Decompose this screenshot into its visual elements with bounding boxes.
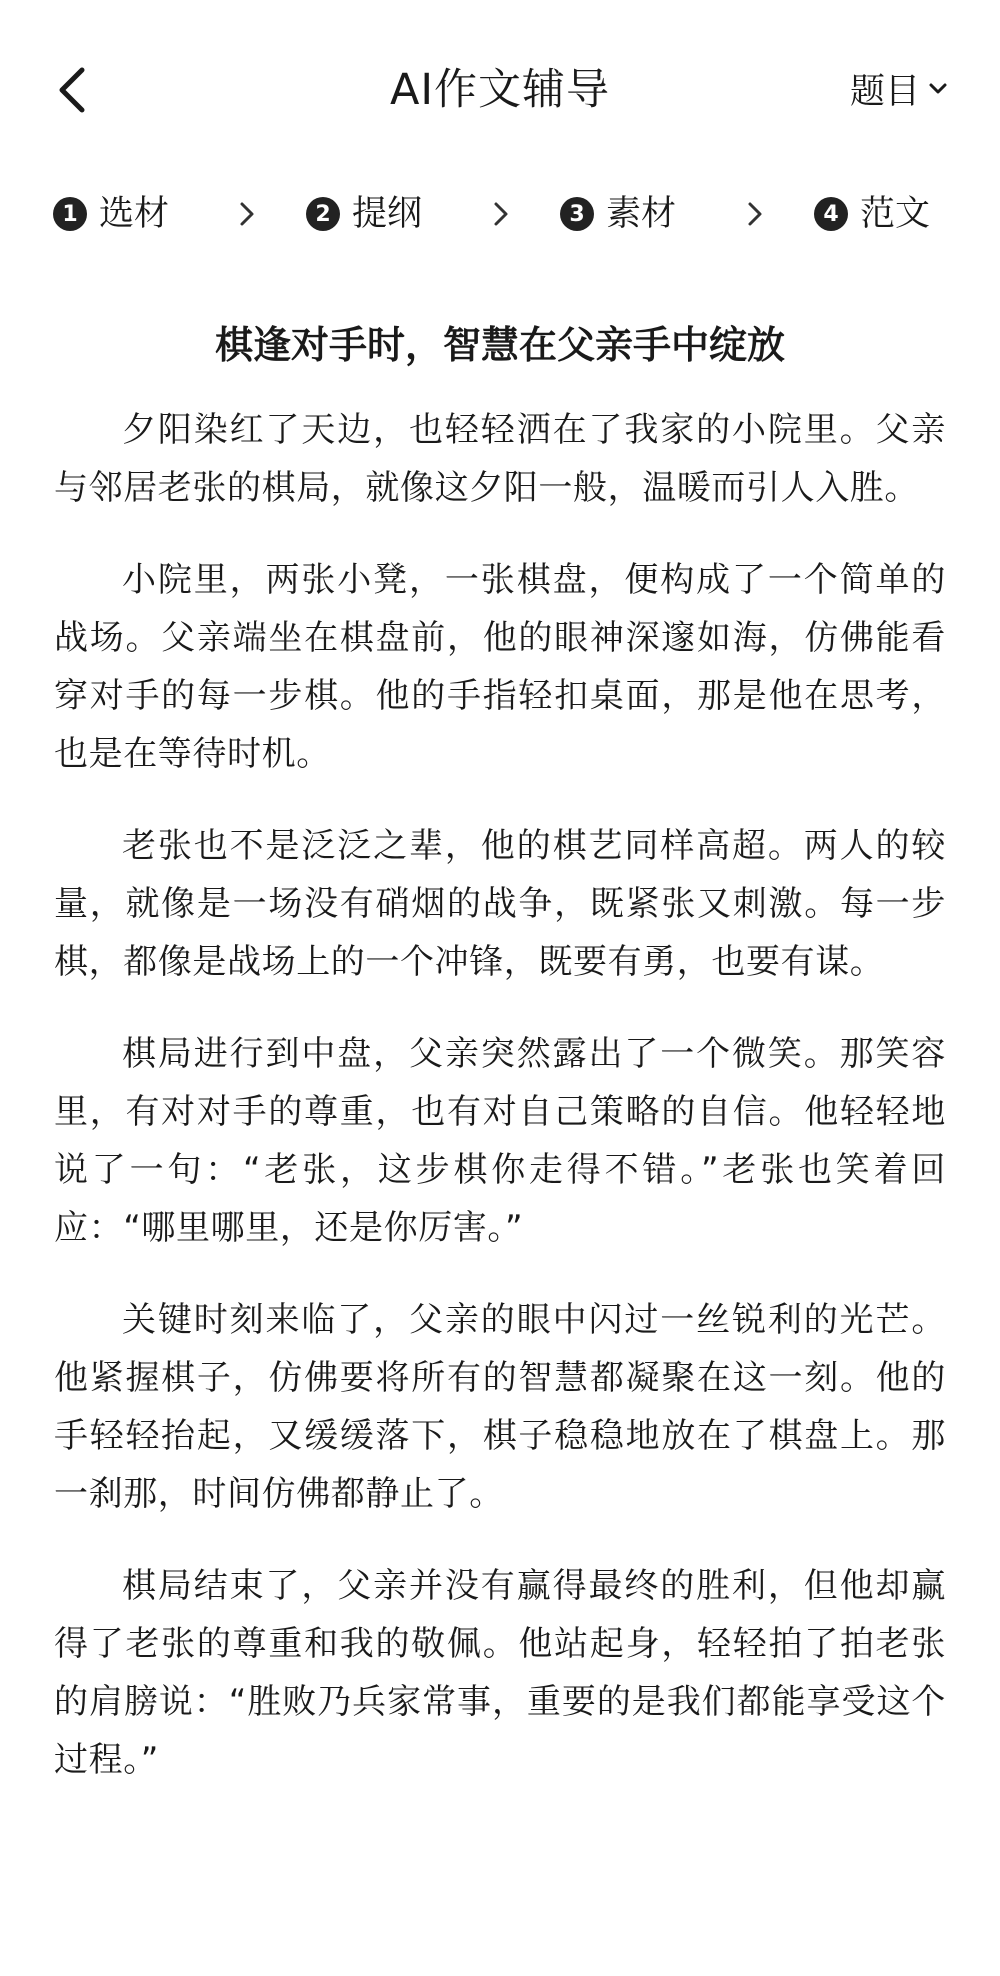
step-1-select-material[interactable]: [53, 186, 169, 242]
step-label: 范文: [860, 194, 931, 234]
step-3-material[interactable]: [560, 186, 676, 242]
essay-paragraph: 关键时刻来临了，父亲的眼中闪过一丝锐利的光芒。他紧握棋子，仿佛要将所有的智慧都凝聚在这一刻。他的手轻轻抬起，又缓缓落下，棋子稳稳地放在了棋盘上。那一刹那，时间仿佛都静止了。: [54, 1300, 946, 1514]
step-number-badge: 2: [306, 197, 340, 231]
chevron-right-icon: [745, 200, 765, 228]
step-number-badge: 4: [814, 197, 848, 231]
chevron-down-icon: [928, 82, 948, 96]
essay-paragraph: 小院里，两张小凳，一张棋盘，便构成了一个简单的战场。父亲端坐在棋盘前，他的眼神深邃如海，仿佛能看穿对手的每一步棋。他的手指轻扣桌面，那是他在思考，也是在等待时机。: [54, 560, 946, 774]
page-title: AI作文辅导: [389, 65, 611, 115]
step-label: 提纲: [352, 194, 423, 234]
chevron-right-icon: [237, 200, 257, 228]
topic-dropdown-button[interactable]: [850, 64, 948, 114]
essay-paragraph: 夕阳染红了天边，也轻轻洒在了我家的小院里。父亲与邻居老张的棋局，就像这夕阳一般，温暖而引人入胜。: [54, 410, 946, 508]
step-2-outline[interactable]: [306, 186, 422, 242]
step-4-sample-essay[interactable]: [814, 186, 930, 242]
topic-label: 题目: [849, 72, 920, 112]
essay-content: [54, 315, 946, 1823]
essay-title: 棋逢对手时，智慧在父亲手中绽放: [214, 323, 785, 367]
step-navigation: [53, 186, 953, 242]
essay-paragraph: 棋局结束了，父亲并没有赢得最终的胜利，但他却赢得了老张的尊重和我的敬佩。他站起身，轻轻拍了拍老张的肩膀说：“胜败乃兵家常事，重要的是我们都能享受这个过程。”: [54, 1566, 946, 1780]
header: [0, 0, 1000, 170]
step-label: 选材: [99, 194, 170, 234]
step-number-badge: 1: [53, 197, 87, 231]
chevron-right-icon: [491, 200, 511, 228]
step-number-badge: 3: [560, 197, 594, 231]
essay-paragraph: 棋局进行到中盘，父亲突然露出了一个微笑。那笑容里，有对对手的尊重，也有对自己策略的自信。他轻轻地说了一句：“老张，这步棋你走得不错。”老张也笑着回应：“哪里哪里，还是你厉害。”: [54, 1034, 946, 1248]
step-label: 素材: [606, 194, 677, 234]
essay-paragraph: 老张也不是泛泛之辈，他的棋艺同样高超。两人的较量，就像是一场没有硝烟的战争，既紧张又刺激。每一步棋，都像是战场上的一个冲锋，既要有勇，也要有谋。: [54, 826, 946, 982]
